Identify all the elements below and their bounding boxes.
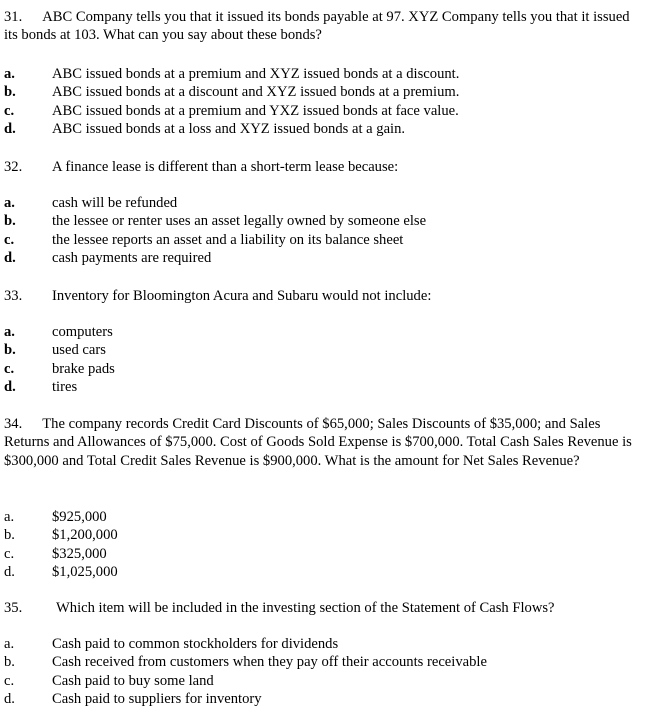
option-text: ABC issued bonds at a premium and YXZ issued bonds at face value. xyxy=(52,102,459,119)
question-text xyxy=(4,287,644,305)
question-number: 31. xyxy=(4,9,23,25)
question-number: 33. xyxy=(4,288,23,304)
option-text: computers xyxy=(52,324,113,340)
option-text: Cash received from customers when they pay off their accounts receivable xyxy=(52,654,487,671)
option-letter: b. xyxy=(4,342,16,359)
option-text: brake pads xyxy=(52,360,115,377)
question-stem: A finance lease is different than a short-term lease because: xyxy=(52,159,399,175)
option-letter: a. xyxy=(4,324,15,340)
question-number: 34. xyxy=(4,416,23,432)
question-text xyxy=(4,8,640,45)
option-letter: b. xyxy=(4,654,15,671)
question-text xyxy=(4,599,644,617)
option-letter: d. xyxy=(4,121,16,138)
option-letter: c. xyxy=(4,672,15,689)
question-number: 32. xyxy=(4,159,23,175)
option-letter: d. xyxy=(4,564,15,581)
option-letter: a. xyxy=(4,636,15,652)
option-text: ABC issued bonds at a loss and XYZ issued bonds at a gain. xyxy=(52,121,406,138)
option-text: ABC issued bonds at a discount and XYZ issued bonds at a premium. xyxy=(52,84,460,101)
question-stem: The company records Credit Card Discounts of $65,000; Sales Discounts of $35,000; and Sales Returns and Allowances of $75,000. Cost of Goods Sold Expense is $700,000. Total Cash Sales Revenue is $300,000 and Total Credit Sales Revenue is $900,000. What is the amount for Net Sales Revenue? xyxy=(4,416,632,469)
question-31 xyxy=(4,8,644,138)
option-letter: d. xyxy=(4,250,16,267)
option-text: the lessee or renter uses an asset legally owned by someone else xyxy=(52,213,427,230)
option-text: Cash paid to common stockholders for dividends xyxy=(52,636,339,652)
option-text: cash payments are required xyxy=(52,250,212,267)
option-letter: b. xyxy=(4,213,16,230)
question-text xyxy=(4,158,644,176)
option-text: the lessee reports an asset and a liability on its balance sheet xyxy=(52,231,404,248)
question-number: 35. xyxy=(4,600,23,616)
option-text: Cash paid to buy some land xyxy=(52,672,214,689)
option-letter: c. xyxy=(4,102,15,119)
question-stem: Which item will be included in the investing section of the Statement of Cash Flows? xyxy=(56,600,555,616)
question-33 xyxy=(4,287,644,396)
option-text: tires xyxy=(52,379,78,396)
question-stem: ABC Company tells you that it issued its bonds payable at 97. XYZ Company tells you that it issued its bonds at 103. What can you say about these bonds? xyxy=(4,9,630,44)
option-letter: a. xyxy=(4,509,15,525)
option-text: $325,000 xyxy=(52,545,107,562)
question-stem: Inventory for Bloomington Acura and Subaru would not include: xyxy=(52,288,432,304)
option-text: used cars xyxy=(52,342,106,359)
option-text: ABC issued bonds at a premium and XYZ issued bonds at a discount. xyxy=(52,66,460,82)
question-32 xyxy=(4,158,644,267)
option-letter: c. xyxy=(4,545,15,562)
option-letter: c. xyxy=(4,360,15,377)
option-letter: d. xyxy=(4,379,16,396)
option-text: Cash paid to suppliers for inventory xyxy=(52,691,262,708)
option-text: cash will be refunded xyxy=(52,195,178,211)
option-letter: a. xyxy=(4,195,15,211)
option-text: $1,025,000 xyxy=(52,564,118,581)
option-letter: b. xyxy=(4,527,15,544)
option-text: $925,000 xyxy=(52,509,107,525)
option-letter: b. xyxy=(4,84,16,101)
option-letter: d. xyxy=(4,691,15,708)
question-35 xyxy=(4,599,644,708)
question-text xyxy=(4,415,634,470)
option-letter: c. xyxy=(4,231,15,248)
option-text: $1,200,000 xyxy=(52,527,118,544)
option-letter: a. xyxy=(4,66,15,82)
question-34 xyxy=(4,415,644,581)
